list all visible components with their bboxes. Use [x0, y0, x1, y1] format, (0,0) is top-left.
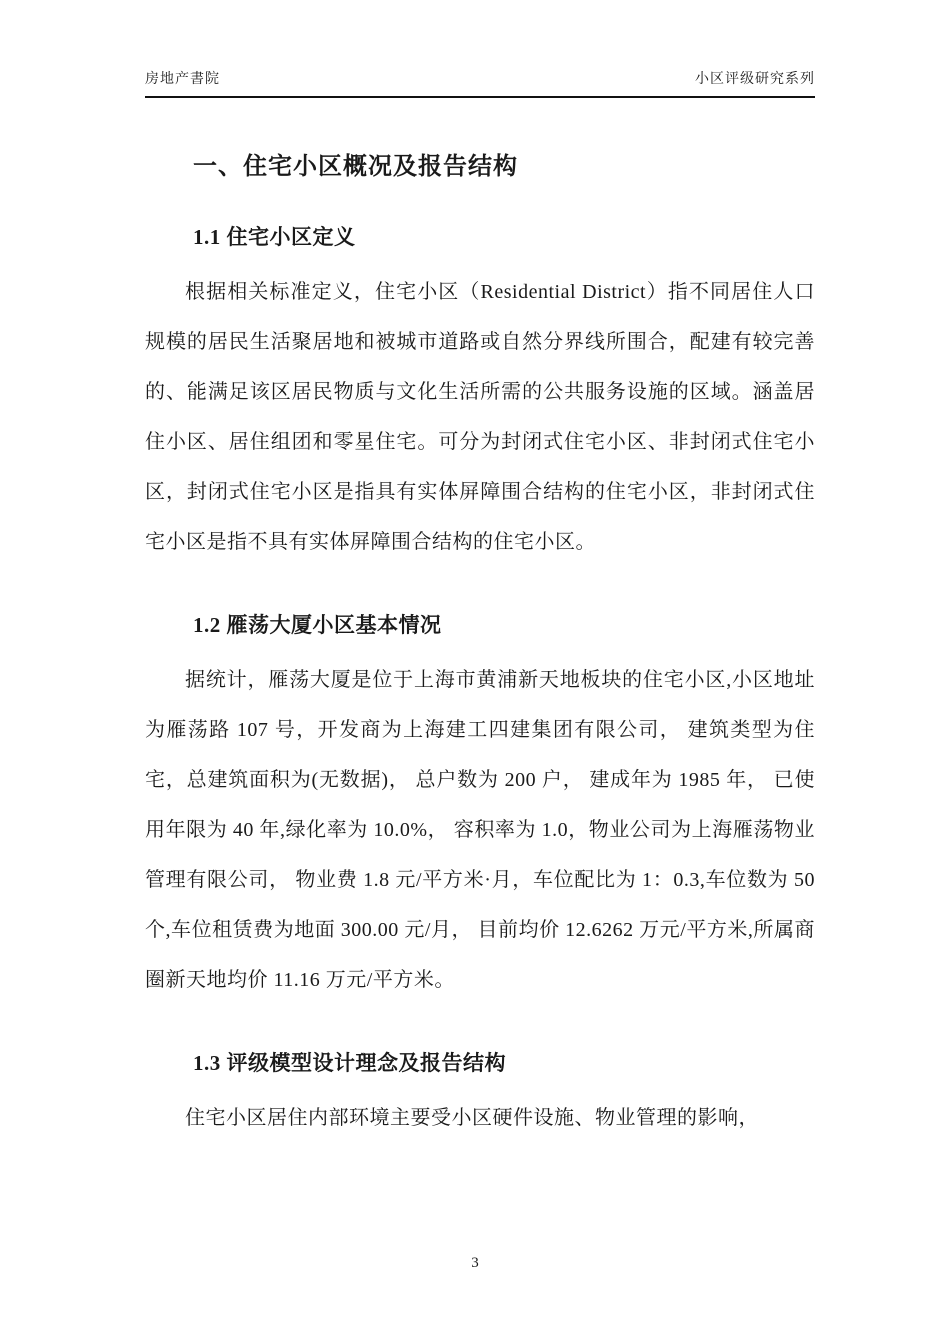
- header-right-text: 小区评级研究系列: [695, 72, 815, 87]
- header-left-text: 房地产書院: [145, 72, 220, 87]
- paragraph-rating-model-intro: 住宅小区居住内部环境主要受小区硬件设施、物业管理的影响，: [185, 1107, 759, 1129]
- page-header: [145, 68, 815, 98]
- section-heading-1-1: 1.1 住宅小区定义: [193, 225, 356, 249]
- section-heading-1-2: 1.2 雁荡大厦小区基本情况: [193, 613, 442, 637]
- paragraph-residential-definition: 根据相关标准定义，住宅小区（Residential District）指不同居住人口规模的居民生活聚居地和被城市道路或自然分界线所围合，配建有较完善的、能满足该区居民物质与文化生活所需的公共服务设施的区域。涵盖居住小区、居住组团和零星住宅。可分为封闭式住宅小区、非封闭式住宅小区，封闭式住宅小区是指具有实体屏障围合结构的住宅小区，非封闭式住宅小区是指不具有实体屏障围合结构的住宅小区。: [145, 281, 815, 553]
- page-body: [145, 112, 815, 1143]
- chapter-title: 一、住宅小区概况及报告结构: [193, 154, 518, 180]
- section-heading-1-3: 1.3 评级模型设计理念及报告结构: [193, 1051, 506, 1075]
- paragraph-community-basic-info: 据统计，雁荡大厦是位于上海市黄浦新天地板块的住宅小区,小区地址为雁荡路 107 号，开发商为上海建工四建集团有限公司， 建筑类型为住宅，总建筑面积为(无数据)， 总户数为 200 户， 建成年为 1985 年， 已使用年限为 40 年,绿化率为 10.0%， 容积率为 1.0，物业公司为上海雁荡物业管理有限公司， 物业费 1.8 元/平方米·月，车位配比为 1：0.3,车位数为 50 个,车位租赁费为地面 300.00 元/月， 目前均价 12.6262 万元/平方米,所属商圈新天地均价 11.16 万元/平方米。: [145, 669, 815, 991]
- page-number: 3: [471, 1255, 479, 1271]
- page-footer: [0, 1255, 950, 1272]
